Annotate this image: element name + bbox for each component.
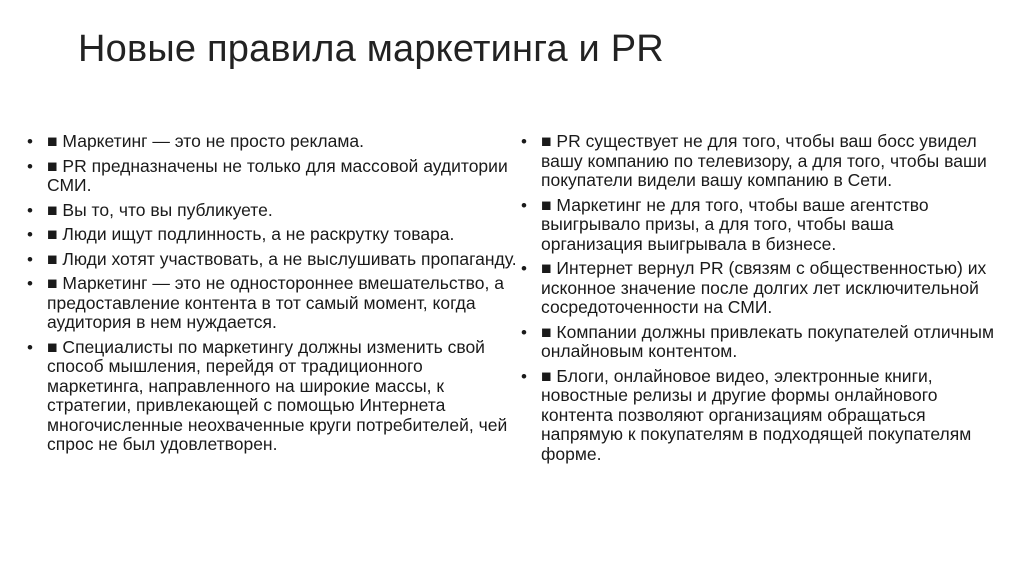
bullet-icon: • [27,132,33,151]
bullet-item [516,259,994,318]
bullet-item [22,338,522,455]
bullet-text: ■ Специалисты по маркетингу должны изменить свой способ мышления, перейдя от традиционного маркетинга, направленного на широкие массы, к стратегии, привлекающей с помощью Интернета многочисленные неохваченные круги потребителей, чей спрос не был удовлетворен. [47,336,508,454]
bullet-icon: • [521,259,527,278]
left-bullet-list [22,132,522,460]
bullet-icon: • [521,322,527,342]
bullet-icon: • [27,200,33,220]
bullet-text: ■ Люди ищут подлинность, а не раскрутку товара. [47,224,455,244]
bullet-text: ■ Вы то, что вы публикуете. [47,199,273,220]
bullet-text: ■ Маркетинг — это не одностороннее вмешательство, а предоставление контента в тот самый момент, когда аудитория в нем нуждается. [47,273,504,332]
bullet-icon: • [27,337,33,357]
slide-title: Новые правила маркетинга и PR [78,28,664,70]
bullet-item [516,196,994,255]
bullet-text: ■ PR предназначены не только для массовой аудитории СМИ. [47,155,508,195]
bullet-text: ■ Интернет вернул PR (связям с общественностью) их исконное значение после долгих лет исключительной сосредоточенности на СМИ. [541,258,987,317]
bullet-item [516,323,994,362]
bullet-item [516,132,994,191]
right-bullet-list [516,132,994,469]
bullet-icon: • [27,156,33,176]
bullet-text: ■ Люди хотят участвовать, а не выслушивать пропаганду. [47,248,517,269]
bullet-text: ■ Маркетинг не для того, чтобы ваше агентство выигрывало призы, а для того, чтобы ваша организация выигрывала в бизнесе. [541,194,929,254]
bullet-item [22,274,522,333]
bullet-icon: • [521,132,527,151]
bullet-icon: • [521,366,527,386]
bullet-item [22,225,522,245]
bullet-icon: • [521,195,527,215]
bullet-item [516,367,994,465]
bullet-icon: • [27,225,33,244]
bullet-text: ■ PR существует не для того, чтобы ваш босс увидел вашу компанию по телевизору, а для того, чтобы ваши покупатели видели вашу компанию в Сети. [541,131,987,190]
bullet-item [22,201,522,221]
bullet-item [22,157,522,196]
bullet-icon: • [27,274,33,293]
bullet-text: ■ Блоги, онлайновое видео, электронные книги, новостные релизы и другие формы онлайнового контента позволяют организациям обращаться напрямую к покупателям в подходящей покупателям форме. [541,365,972,464]
bullet-text: ■ Компании должны привлекать покупателей отличным онлайновым контентом. [541,321,995,361]
bullet-item [22,132,522,152]
bullet-text: ■ Маркетинг — это не просто реклама. [47,131,364,151]
bullet-item [22,250,522,270]
bullet-icon: • [27,249,33,269]
